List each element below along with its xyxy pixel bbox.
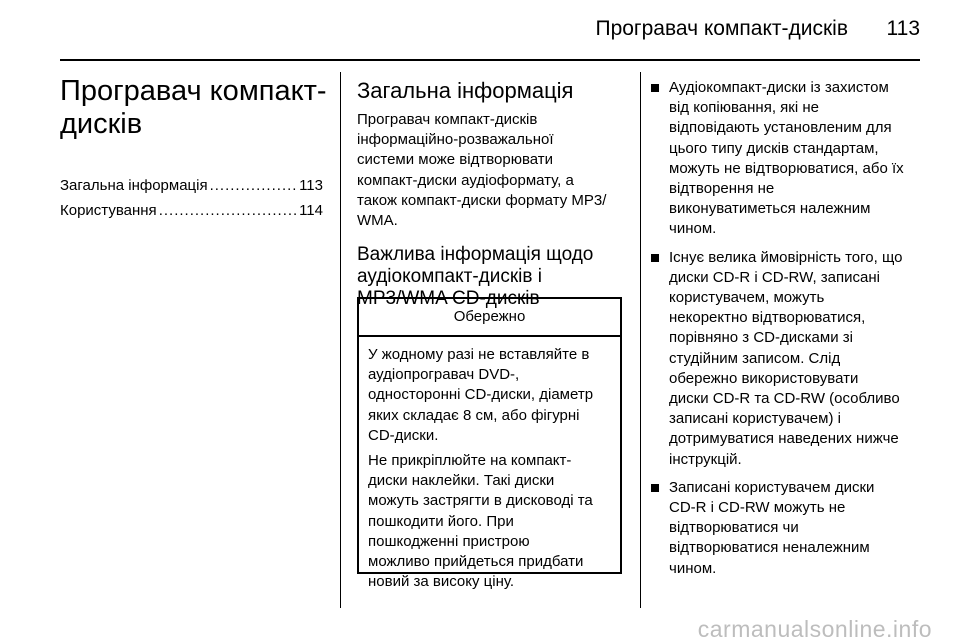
square-bullet-icon xyxy=(651,84,659,92)
text-line: яких складає 8 см, або фігурні xyxy=(368,406,580,424)
text-line: відтворення не xyxy=(669,180,775,198)
text-line: компакт-диски аудіоформату, а xyxy=(357,171,574,189)
text-line: інформаційно-розважальної xyxy=(357,131,554,149)
heading-line: MP3/WMA CD-дисків xyxy=(357,288,540,310)
text-line: Не прикріплюйте на компакт- xyxy=(368,452,572,470)
list-item-text xyxy=(669,78,904,240)
text-line: чином. xyxy=(669,220,717,238)
text-line: WMA. xyxy=(357,212,398,230)
toc-entry-label[interactable]: Загальна інформація xyxy=(60,177,208,194)
text-line: також компакт-диски формату MP3/ xyxy=(357,191,607,209)
text-line: Аудіокомпакт-диски із захистом xyxy=(669,79,889,96)
toc-entry-usage[interactable] xyxy=(60,202,323,227)
text-line: Записані користувачем диски xyxy=(669,478,875,496)
text-line: можливо прийдеться придбати xyxy=(368,553,584,571)
running-title: Програвач компакт-дисків xyxy=(595,17,848,40)
list-item xyxy=(651,248,923,470)
toc-entry-page[interactable]: 113 xyxy=(299,177,323,194)
list-item-text xyxy=(669,478,874,579)
text-line: дотримуватися наведених нижче xyxy=(669,430,899,448)
text-line: відповідають установленим для xyxy=(669,119,892,137)
header-rule xyxy=(60,59,920,61)
heading-line: Важлива інформація щодо xyxy=(357,244,594,266)
list-item xyxy=(651,78,923,240)
middle-column xyxy=(357,78,623,310)
list-item xyxy=(651,478,923,579)
text-line: Програвач компакт-дисків xyxy=(357,111,538,128)
section-heading-general-info: Загальна інформація xyxy=(357,78,574,103)
list-item-text xyxy=(669,248,902,470)
square-bullet-icon xyxy=(651,254,659,262)
toc-dot-leader xyxy=(210,177,297,194)
text-line: виконуватиметься належним xyxy=(669,200,871,218)
warning-box xyxy=(357,297,622,591)
text-line: Існує велика ймовірність того, що xyxy=(669,248,903,266)
text-line: можуть застрягти в дисководі та xyxy=(368,492,593,510)
text-line: диски CD-R та CD-RW (особливо xyxy=(669,390,900,408)
text-line: CD-R і CD-RW можуть не xyxy=(669,499,846,517)
heading-line: аудіокомпакт-дисків і xyxy=(357,266,542,288)
text-line: некоректно відтворюватися, xyxy=(669,309,866,327)
toc-entry-general-info[interactable] xyxy=(60,177,323,202)
column-divider-left xyxy=(340,72,341,608)
column-divider-right xyxy=(640,72,641,608)
warning-body xyxy=(359,337,620,592)
text-line: студійним записом. Слід xyxy=(669,349,841,367)
toc-entry-page[interactable]: 114 xyxy=(299,202,323,219)
text-line: обережно використовувати xyxy=(669,369,859,387)
warning-paragraph xyxy=(368,345,613,446)
text-line: цього типу дисків стандартам, xyxy=(669,139,879,157)
site-watermark: carmanualsonline.info xyxy=(697,616,932,642)
text-line: CD-диски. xyxy=(368,426,439,444)
text-line: У жодному разі не вставляйте в xyxy=(368,346,590,363)
warning-heading: Обережно xyxy=(359,299,620,337)
toc-dot-leader xyxy=(159,202,297,219)
page-number: 113 xyxy=(886,17,920,40)
text-line: односторонні CD-диски, діаметр xyxy=(368,386,594,404)
text-line: пошкодженні пристрою xyxy=(368,532,530,550)
chapter-title xyxy=(60,75,330,141)
text-line: записані користувачем) і xyxy=(669,410,841,428)
square-bullet-icon xyxy=(651,484,659,492)
warning-paragraph xyxy=(368,451,613,592)
text-line: пошкодити його. При xyxy=(368,512,514,530)
text-line: новий за високу ціну. xyxy=(368,573,515,591)
toc-entry-label[interactable]: Користування xyxy=(60,202,157,219)
chapter-title-line: дисків xyxy=(60,108,143,140)
text-line: аудіопрогравач DVD-, xyxy=(368,366,520,384)
text-line: чином. xyxy=(669,559,717,577)
general-info-paragraph xyxy=(357,110,623,231)
text-line: відтворюватися неналежним xyxy=(669,539,870,557)
text-line: відтворюватися чи xyxy=(669,519,799,537)
table-of-contents xyxy=(60,177,323,227)
text-line: можуть не відтворюватися, або їх xyxy=(669,159,904,177)
text-line: диски наклейки. Такі диски xyxy=(368,472,555,490)
text-line: диски CD-R і CD-RW, записані xyxy=(669,268,880,286)
right-column xyxy=(651,78,923,587)
text-line: порівняно з CD-дисками зі xyxy=(669,329,853,347)
text-line: користувачем, можуть xyxy=(669,289,825,307)
text-line: інструкцій. xyxy=(669,450,742,468)
text-line: системи може відтворювати xyxy=(357,151,554,169)
chapter-title-line: Програвач компакт- xyxy=(60,75,327,107)
text-line: від копіювання, які не xyxy=(669,99,819,117)
